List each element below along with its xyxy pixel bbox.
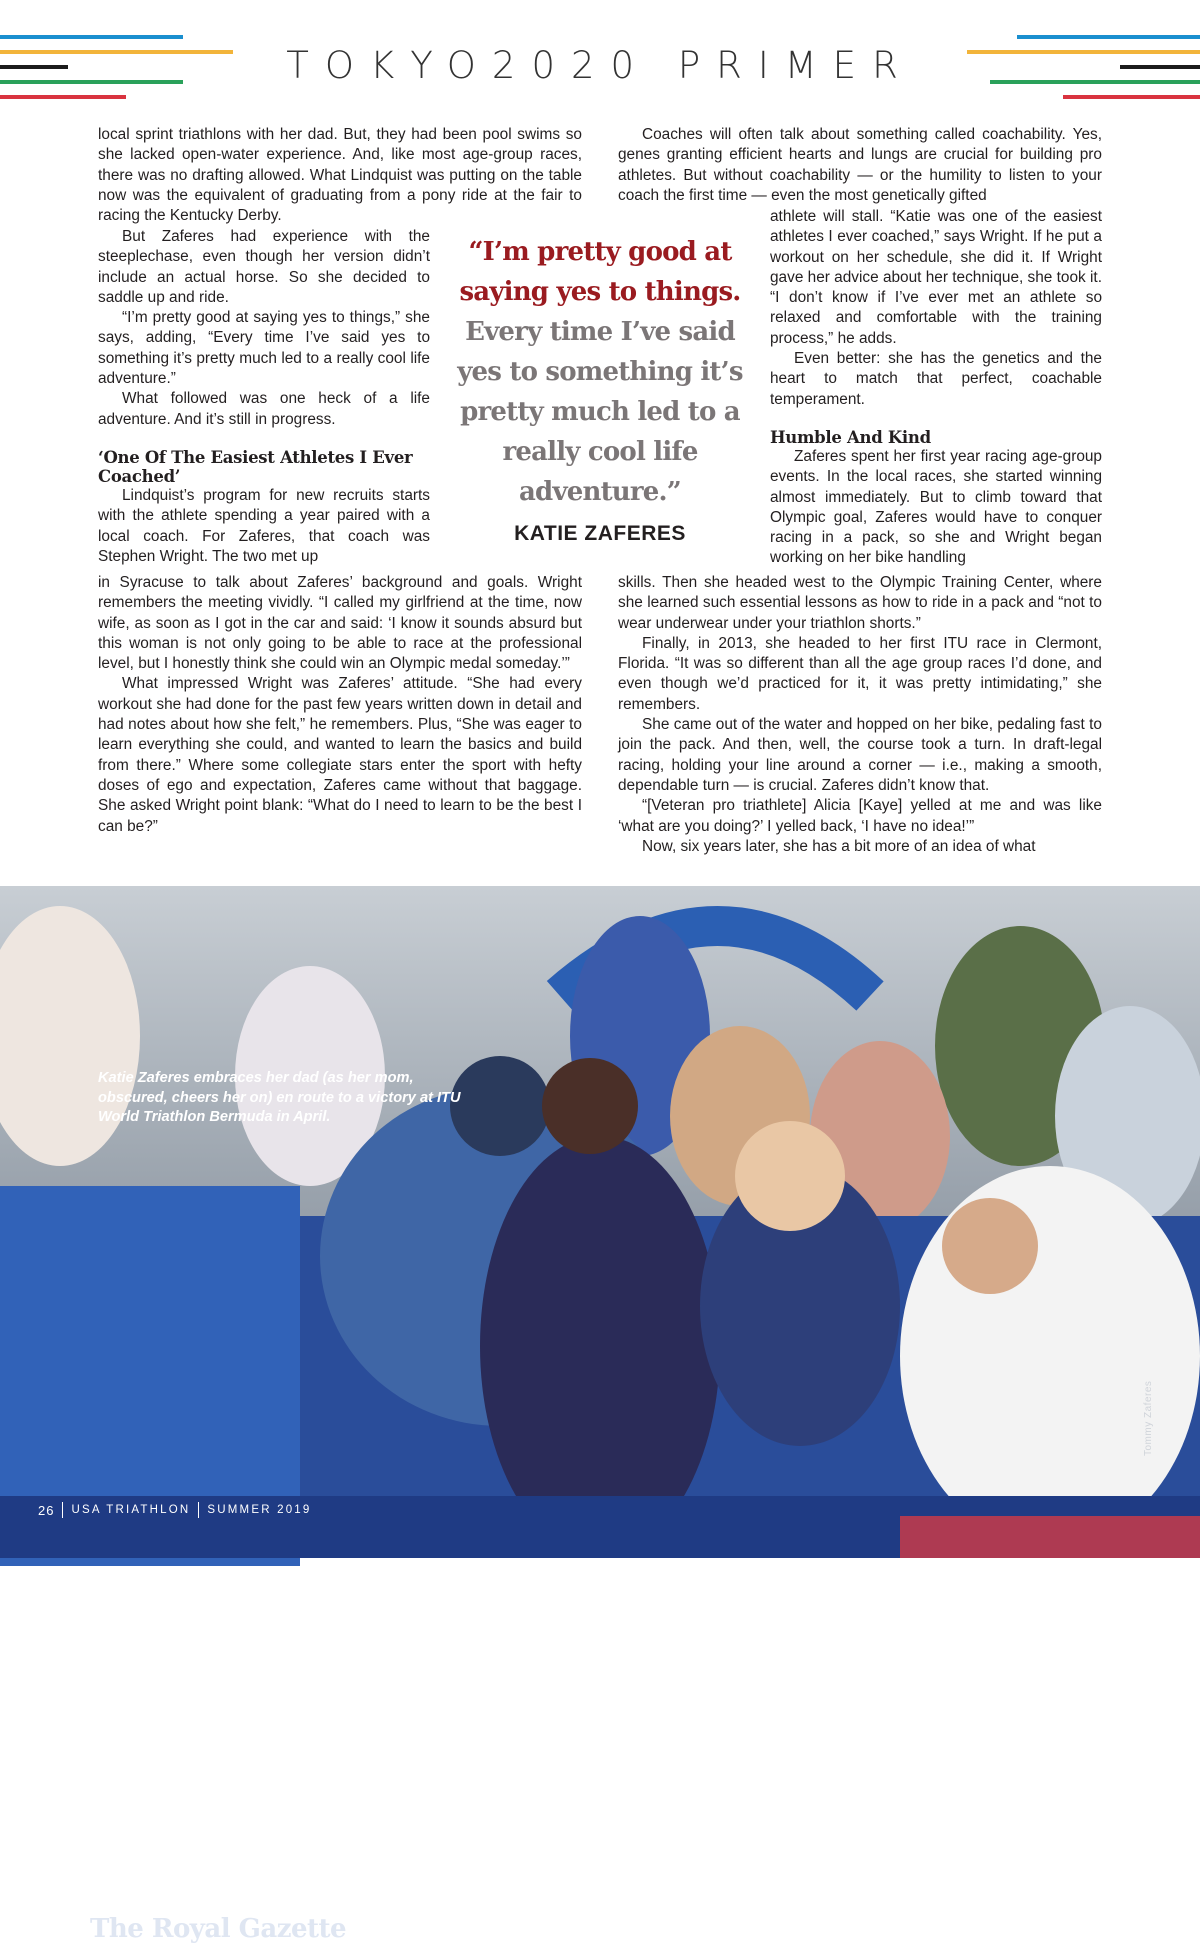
photo-caption: Katie Zaferes embraces her dad (as her mom, obscured, cheers her on) en route to a victory at ITU World Triathlon Bermuda in April. <box>98 1070 461 1125</box>
stripe-blue <box>1017 35 1200 39</box>
right-column-bottom <box>618 573 1102 857</box>
left-column-mid <box>98 227 430 567</box>
section-heading: ‘One Of The Easiest Athletes I Ever Coached’ <box>98 447 413 486</box>
photo-credit: Tommy Zaferes <box>1143 1380 1154 1456</box>
stripe-red <box>1063 95 1200 99</box>
publication-name: USA TRIATHLON <box>71 1504 191 1516</box>
pull-quote-attribution: KATIE ZAFERES <box>514 522 686 545</box>
page-number: 26 <box>38 1502 55 1518</box>
paragraph: Even better: she has the genetics and the heart to match that perfect, coachable temperament. <box>770 350 1102 408</box>
paragraph: Coaches will often talk about something called coachability. Yes, genes granting efficient hearts and lungs are crucial for building pro athletes. But without coachability — or the humility to listen to your coach the first time — even the most genetically gifted <box>618 126 1102 204</box>
hero-photo <box>0 886 1200 1944</box>
pull-quote <box>455 232 745 512</box>
left-column-bottom <box>98 573 582 837</box>
issue-date: SUMMER 2019 <box>207 1504 312 1516</box>
paragraph: But Zaferes had experience with the steeplechase, even though her version didn’t include an actual horse. So she decided to saddle up and ride. <box>98 228 430 306</box>
paragraph: in Syracuse to talk about Zaferes’ background and goals. Wright remembers the meeting vividly. “I called my girlfriend at the time, now wife, as soon as I got in the car and said: ‘I know it sounds absurd but this woman is not only going to be able to race at the professional level, but I honestly think she could win an Olympic medal someday.’” <box>98 574 582 673</box>
divider <box>62 1502 63 1518</box>
stripe-red <box>0 95 126 99</box>
paragraph: local sprint triathlons with her dad. But, they had been pool swims so she lacked open-water experience. And, like most age-group races, there was no drafting allowed. What Lindquist was putting on the table now was the equivalent of graduating from a pony ride at the fair to racing the Kentucky Derby. <box>98 126 582 225</box>
left-column-top <box>98 125 582 226</box>
paragraph: Now, six years later, she has a bit more of an idea of what <box>642 837 1036 855</box>
photo-celebration-icon <box>0 886 1200 1558</box>
paragraph: What followed was one heck of a life adventure. And it’s still in progress. <box>98 390 430 428</box>
page-footer <box>38 1502 311 1518</box>
paragraph: Finally, in 2013, she headed to her first ITU race in Clermont, Florida. “It was so different than all the age group races I’d done, and even though we’d practiced for it, it was pretty intimidating,” she remembers. <box>618 634 1102 713</box>
paragraph: She came out of the water and hopped on her bike, pedaling fast to join the pack. And then, well, the course took a turn. In draft-legal racing, holding your line around a corner — i.e., making a smooth, dependable turn — is crucial. Zaferes didn’t know that. <box>618 716 1102 794</box>
pull-quote-rest: Every time I’ve said yes to something it’s pretty much led to a really cool life adventure.” <box>457 317 743 507</box>
paragraph: “[Veteran pro triathlete] Alicia [Kaye] yelled at me and was like ‘what are you doing?’ I yelled back, ‘I have no idea!’” <box>618 797 1102 835</box>
divider <box>198 1502 199 1518</box>
paragraph: athlete will stall. “Katie was one of the easiest athletes I ever coached,” says Wright. If he put a workout on her schedule, she did it. If Wright gave her advice about her technique, she took it. “I don’t know if I’ve ever met an athlete so relaxed and comfortable with the training process,” he adds. <box>770 208 1102 347</box>
paragraph: Lindquist’s program for new recruits starts with the athlete spending a year paired with a local coach. For Zaferes, that coach was Stephen Wright. The two met up <box>98 486 430 565</box>
paragraph: Zaferes spent her first year racing age-group events. In the local races, she started winning almost immediately. But to climb toward that Olympic goal, Zaferes would have to conquer racing in a pack, so she and Wright began working on her bike handling <box>770 447 1102 567</box>
section-title: TOKYO2020 PRIMER <box>286 44 914 87</box>
stripe-blue <box>0 35 183 39</box>
paragraph: skills. Then she headed west to the Olympic Training Center, where she learned such essential lessons as how to ride in a pack and “not to wear underwear under your triathlon shorts.” <box>618 574 1102 632</box>
banner-text: The Royal Gazette <box>90 1914 347 1944</box>
right-column-mid <box>770 207 1102 569</box>
right-column-top <box>618 125 1102 206</box>
paragraph: “I’m pretty good at saying yes to things,” she says, adding, “Every time I’ve said yes to something it’s pretty much led to a really cool life adventure.” <box>98 309 430 388</box>
paragraph: What impressed Wright was Zaferes’ attitude. “She had every workout she had done for the past few years written down in detail and had notes about how she felt,” he remembers. Plus, “She was eager to learn everything she could, and wanted to learn the basics and build from there.” Where some collegiate stars enter the sport with hefty doses of ego and expectation, Zaferes came without that baggage. She asked Wright point blank: “What do I need to learn to be the best I can be?” <box>98 675 582 835</box>
section-heading: Humble And Kind <box>770 427 931 447</box>
pull-quote-highlight: “I’m pretty good at saying yes to things. <box>459 237 741 307</box>
